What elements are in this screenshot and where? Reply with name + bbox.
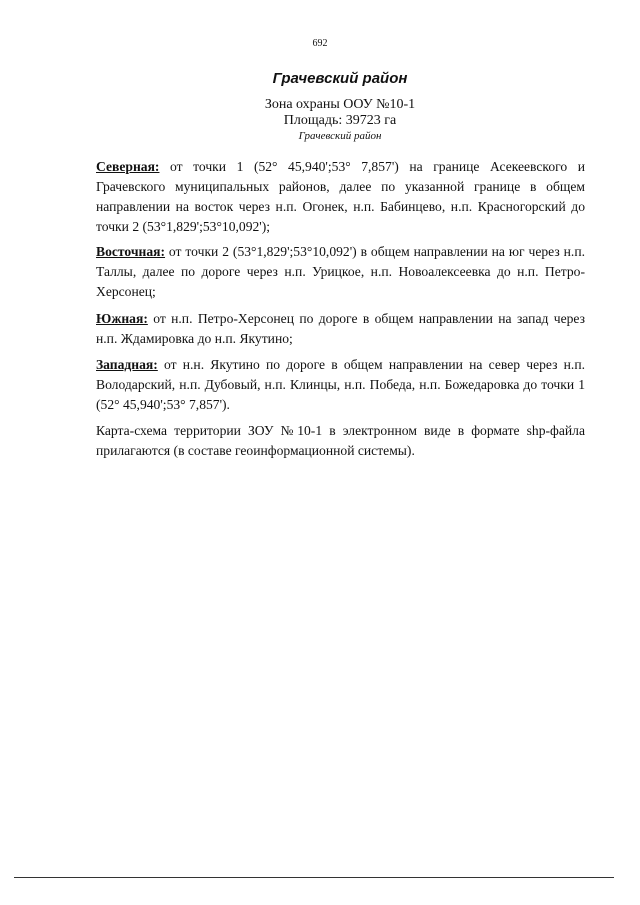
boundary-north: [96, 157, 585, 237]
boundary-north-text: от точки 1 (52° 45,940';53° 7,857') на границе Асекеевского и Грачевского муниципальных районов, далее по указанной границе в общем направлении на восток через н.п. Огонек, н.п. Бабинцево, н.п. Красногорский до точки 2 (53°1,829';53°10,092');: [96, 159, 585, 234]
closing-note: Карта-схема территории ЗОУ №10-1 в электронном виде в формате shp-файла прилагаются (в составе геоинформационной системы).: [96, 423, 585, 458]
boundary-east: [96, 242, 585, 302]
boundary-east-label: Восточная:: [96, 244, 166, 259]
boundary-north-label: Северная:: [96, 159, 160, 174]
page-title: Грачевский район: [272, 70, 408, 87]
footer-divider: [14, 877, 614, 878]
zone-name: Зона охраны ООУ №10-1: [264, 97, 416, 112]
zone-area: Площадь: 39723 га: [283, 113, 397, 128]
boundary-south: [96, 309, 585, 349]
boundary-south-label: Южная:: [96, 311, 148, 326]
district-name: Грачевский район: [298, 130, 382, 142]
page-number: 692: [312, 38, 328, 49]
boundary-south-text: от н.п. Петро-Херсонец по дороге в общем направлении на запад через н.п. Ждамировка до н.п. Якутино;: [96, 311, 585, 346]
boundary-west: [96, 355, 585, 415]
boundary-east-text: от точки 2 (53°1,829';53°10,092') в общем направлении на юг через н.п. Таллы, далее по дороге через н.п. Урицкое, н.п. Новоалексеевка до н.п. Петро-Херсонец;: [96, 244, 585, 299]
boundary-west-text: от н.н. Якутино по дороге в общем направлении на север через н.п. Володарский, н.п. Дубовый, н.п. Клинцы, н.п. Победа, н.п. Божедаровка до точки 1 (52° 45,940';53° 7,857').: [96, 357, 585, 412]
boundary-west-label: Западная:: [96, 357, 158, 372]
